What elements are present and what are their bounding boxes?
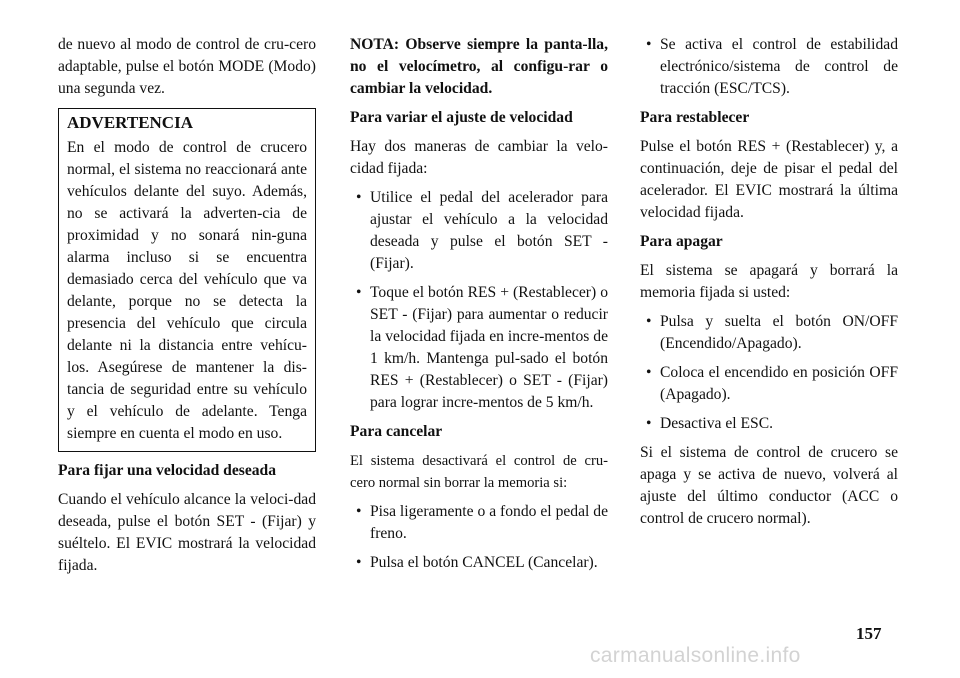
list-item: • Desactiva el ESC. xyxy=(640,413,898,435)
final-paragraph: Si el sistema de control de crucero se apaga y se activa de nuevo, volverá al ajuste del último conductor (ACC o control de crucero normal). xyxy=(640,444,898,527)
list-item: • Se activa el control de estabilidad electrónico/sistema de control de tracción (ESC/TCS). xyxy=(640,34,898,100)
heading-off: Para apagar xyxy=(640,233,723,250)
column-left xyxy=(58,34,316,584)
list-item: • Pulsa el botón CANCEL (Cancelar). xyxy=(350,552,608,574)
vary-list xyxy=(350,187,608,414)
heading-cancel: Para cancelar xyxy=(350,423,443,440)
warning-text: En el modo de control de crucero normal, el sistema no reaccionará ante vehículos delante del suyo. Además, no se activará la adverten-cia de proximidad y no sonará nin-guna alarma incluso si se encuentra demasiado cerca del vehículo que va delante, porque no se detecta la presencia del vehículo que circula delante ni la distancia entre vehícu-los. Asegúrese de mantener la dis-tancia de seguridad entre su vehículo y el vehículo de adelante. Tenga siempre en cuenta el modo en uso. xyxy=(67,139,307,442)
column-right xyxy=(640,34,898,537)
warning-box xyxy=(58,108,316,452)
set-speed-paragraph: Cuando el vehículo alcance la veloci-dad deseada, pulse el botón SET - (Fijar) y suéltelo. El EVIC mostrará la velocidad fijada. xyxy=(58,491,316,574)
list-item: • Coloca el encendido en posición OFF (Apagado). xyxy=(640,362,898,406)
reset-paragraph: Pulse el botón RES + (Restablecer) y, a continuación, deje de pisar el pedal del acelerador. El EVIC mostrará la última velocidad fijada. xyxy=(640,138,898,221)
list-item: • Pisa ligeramente o a fondo el pedal de freno. xyxy=(350,501,608,545)
column-middle xyxy=(350,34,608,581)
heading-reset: Para restablecer xyxy=(640,109,750,126)
page-number: 157 xyxy=(856,624,882,643)
list-item: • Utilice el pedal del acelerador para ajustar el vehículo a la velocidad deseada y pulse el botón SET - (Fijar). xyxy=(350,187,608,275)
off-intro: El sistema se apagará y borrará la memoria fijada si usted: xyxy=(640,262,898,301)
cancel-list xyxy=(350,501,608,574)
heading-vary-speed: Para variar el ajuste de velocidad xyxy=(350,109,573,126)
note-paragraph: NOTA: Observe siempre la panta-lla, no el velocímetro, al configu-rar o cambiar la velocidad. xyxy=(350,36,608,97)
cancel-list-continued xyxy=(640,34,898,100)
off-list xyxy=(640,311,898,435)
vary-intro: Hay dos maneras de cambiar la velo-cidad fijada: xyxy=(350,138,608,177)
list-item: • Pulsa y suelta el botón ON/OFF (Encendido/Apagado). xyxy=(640,311,898,355)
cancel-intro: El sistema desactivará el control de cru-cero normal sin borrar la memoria si: xyxy=(350,453,608,491)
watermark: carmanualsonline.info xyxy=(590,644,801,667)
warning-title: ADVERTENCIA xyxy=(67,113,193,132)
list-item: • Toque el botón RES + (Restablecer) o SET - (Fijar) para aumentar o reducir la velocidad fijada en incre-mentos de 1 km/h. Mantenga pul-sado el botón RES + (Restablecer) o SET - (Fijar) para lograr incre-mentos de 5 km/h. xyxy=(350,282,608,414)
intro-paragraph: de nuevo al modo de control de cru-cero adaptable, pulse el botón MODE (Modo) una segunda vez. xyxy=(58,36,316,97)
heading-set-speed: Para fijar una velocidad deseada xyxy=(58,462,277,479)
